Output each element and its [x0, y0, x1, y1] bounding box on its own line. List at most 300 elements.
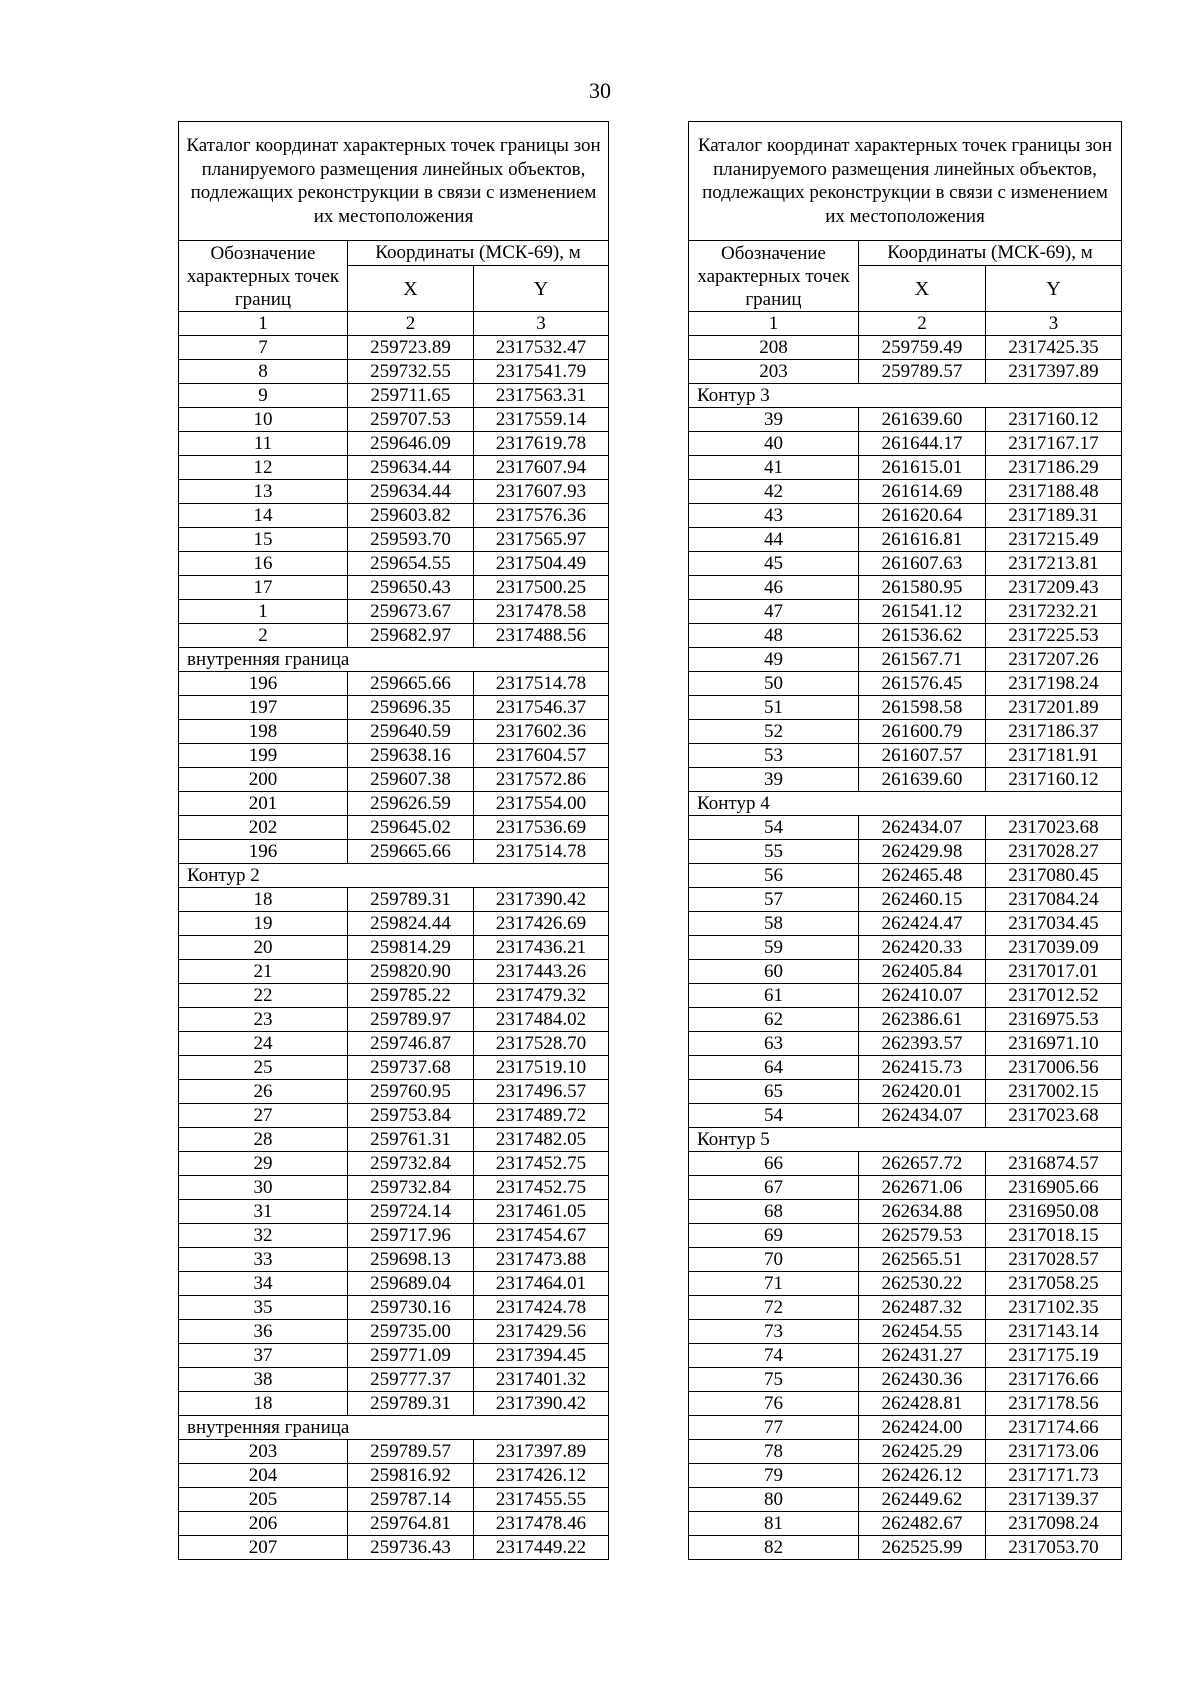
x-coordinate-cell: 261598.58: [859, 696, 986, 720]
y-coordinate-cell: 2317489.72: [474, 1104, 609, 1128]
x-coordinate-cell: 262671.06: [859, 1176, 986, 1200]
y-coordinate-cell: 2317102.35: [986, 1296, 1122, 1320]
table-row: [179, 720, 609, 744]
table-row: [689, 1488, 1122, 1512]
x-coordinate-cell: 261541.12: [859, 600, 986, 624]
x-coordinate-cell: 259723.89: [348, 336, 474, 360]
x-coordinate-cell: 259698.13: [348, 1248, 474, 1272]
column-number: 3: [986, 312, 1122, 336]
x-coordinate-cell: 259824.44: [348, 912, 474, 936]
table-row: [689, 1368, 1122, 1392]
table-row: [179, 1104, 609, 1128]
point-id-cell: 201: [179, 792, 348, 816]
y-coordinate-cell: 2316905.66: [986, 1176, 1122, 1200]
y-coordinate-cell: 2317429.56: [474, 1320, 609, 1344]
section-row: [179, 648, 609, 672]
y-coordinate-cell: 2317394.45: [474, 1344, 609, 1368]
x-coordinate-cell: 259820.90: [348, 960, 474, 984]
table-row: [689, 1056, 1122, 1080]
x-coordinate-cell: 261615.01: [859, 456, 986, 480]
point-id-cell: 16: [179, 552, 348, 576]
point-id-cell: 56: [689, 864, 859, 888]
x-coordinate-cell: 259789.57: [348, 1440, 474, 1464]
table-row: [179, 456, 609, 480]
point-id-cell: 42: [689, 480, 859, 504]
table-row: [179, 888, 609, 912]
point-id-cell: 14: [179, 504, 348, 528]
point-id-cell: 11: [179, 432, 348, 456]
point-id-cell: 18: [179, 888, 348, 912]
point-id-cell: 68: [689, 1200, 859, 1224]
x-coordinate-cell: 261607.63: [859, 552, 986, 576]
point-id-cell: 47: [689, 600, 859, 624]
y-coordinate-cell: 2317602.36: [474, 720, 609, 744]
table-row: [689, 648, 1122, 672]
x-coordinate-cell: 259634.44: [348, 456, 474, 480]
y-coordinate-cell: 2317175.19: [986, 1344, 1122, 1368]
x-coordinate-cell: 259696.35: [348, 696, 474, 720]
table-row: [689, 816, 1122, 840]
y-coordinate-cell: 2317424.78: [474, 1296, 609, 1320]
section-label: внутренняя граница: [179, 648, 609, 672]
x-coordinate-cell: 259735.00: [348, 1320, 474, 1344]
point-id-cell: 66: [689, 1152, 859, 1176]
table-row: [179, 1488, 609, 1512]
y-coordinate-cell: 2317171.73: [986, 1464, 1122, 1488]
y-coordinate-cell: 2317028.27: [986, 840, 1122, 864]
table-row: [689, 1296, 1122, 1320]
point-id-cell: 65: [689, 1080, 859, 1104]
point-id-cell: 17: [179, 576, 348, 600]
section-row: [689, 792, 1122, 816]
x-coordinate-cell: 259626.59: [348, 792, 474, 816]
x-coordinate-cell: 262434.07: [859, 816, 986, 840]
table-row: [179, 792, 609, 816]
x-coordinate-cell: 262465.48: [859, 864, 986, 888]
page-number: 30: [589, 78, 611, 103]
y-coordinate-cell: 2317232.21: [986, 600, 1122, 624]
y-coordinate-cell: 2317053.70: [986, 1536, 1122, 1560]
table-row: [179, 504, 609, 528]
x-coordinate-cell: 259759.49: [859, 336, 986, 360]
point-id-cell: 38: [179, 1368, 348, 1392]
table-row: [689, 528, 1122, 552]
table-row: [179, 1128, 609, 1152]
point-id-cell: 196: [179, 840, 348, 864]
column-number: 1: [179, 312, 348, 336]
point-id-cell: 1: [179, 600, 348, 624]
header-coordinates: Координаты (МСК-69), м: [859, 241, 1122, 266]
point-id-cell: 76: [689, 1392, 859, 1416]
y-coordinate-cell: 2317017.01: [986, 960, 1122, 984]
x-coordinate-cell: 262482.67: [859, 1512, 986, 1536]
x-coordinate-cell: 259711.65: [348, 384, 474, 408]
point-id-cell: 44: [689, 528, 859, 552]
point-id-cell: 39: [689, 408, 859, 432]
point-id-cell: 46: [689, 576, 859, 600]
point-id-cell: 55: [689, 840, 859, 864]
point-id-cell: 7: [179, 336, 348, 360]
point-id-cell: 34: [179, 1272, 348, 1296]
point-id-cell: 8: [179, 360, 348, 384]
y-coordinate-cell: 2317436.21: [474, 936, 609, 960]
point-id-cell: 10: [179, 408, 348, 432]
y-coordinate-cell: 2317181.91: [986, 744, 1122, 768]
header-point-designation: Обозначение характерных точек границ: [179, 241, 348, 312]
y-coordinate-cell: 2317519.10: [474, 1056, 609, 1080]
point-id-cell: 197: [179, 696, 348, 720]
point-id-cell: 9: [179, 384, 348, 408]
header-row: [689, 241, 1122, 266]
point-id-cell: 70: [689, 1248, 859, 1272]
y-coordinate-cell: 2317012.52: [986, 984, 1122, 1008]
y-coordinate-cell: 2317478.58: [474, 600, 609, 624]
y-coordinate-cell: 2317023.68: [986, 816, 1122, 840]
table-row: [689, 360, 1122, 384]
y-coordinate-cell: 2317160.12: [986, 768, 1122, 792]
y-coordinate-cell: 2316975.53: [986, 1008, 1122, 1032]
table-row: [689, 1536, 1122, 1560]
y-coordinate-cell: 2317198.24: [986, 672, 1122, 696]
point-id-cell: 37: [179, 1344, 348, 1368]
table-row: [179, 408, 609, 432]
table-row: [179, 624, 609, 648]
x-coordinate-cell: 262429.98: [859, 840, 986, 864]
y-coordinate-cell: 2317188.48: [986, 480, 1122, 504]
x-coordinate-cell: 259665.66: [348, 672, 474, 696]
column-number-row: [689, 312, 1122, 336]
x-coordinate-cell: 261639.60: [859, 408, 986, 432]
x-coordinate-cell: 262657.72: [859, 1152, 986, 1176]
y-coordinate-cell: 2317390.42: [474, 888, 609, 912]
table-row: [179, 1440, 609, 1464]
x-coordinate-cell: 261620.64: [859, 504, 986, 528]
x-coordinate-cell: 262393.57: [859, 1032, 986, 1056]
point-id-cell: 69: [689, 1224, 859, 1248]
y-coordinate-cell: 2317473.88: [474, 1248, 609, 1272]
section-label: Контур 5: [689, 1128, 1122, 1152]
table-row: [689, 408, 1122, 432]
x-coordinate-cell: 259732.84: [348, 1152, 474, 1176]
table-row: [179, 1080, 609, 1104]
header-x: X: [859, 266, 986, 312]
table-row: [179, 360, 609, 384]
y-coordinate-cell: 2317541.79: [474, 360, 609, 384]
x-coordinate-cell: 261567.71: [859, 648, 986, 672]
point-id-cell: 72: [689, 1296, 859, 1320]
x-coordinate-cell: 259789.31: [348, 1392, 474, 1416]
y-coordinate-cell: 2317504.49: [474, 552, 609, 576]
point-id-cell: 32: [179, 1224, 348, 1248]
point-id-cell: 51: [689, 696, 859, 720]
table-row: [179, 576, 609, 600]
table-row: [179, 1152, 609, 1176]
table-row: [179, 528, 609, 552]
column-number: 2: [859, 312, 986, 336]
x-coordinate-cell: 262530.22: [859, 1272, 986, 1296]
x-coordinate-cell: 259665.66: [348, 840, 474, 864]
point-id-cell: 54: [689, 816, 859, 840]
header-coordinates: Координаты (МСК-69), м: [348, 241, 609, 266]
table-row: [689, 1416, 1122, 1440]
table-row: [689, 1008, 1122, 1032]
point-id-cell: 39: [689, 768, 859, 792]
point-id-cell: 204: [179, 1464, 348, 1488]
table-row: [689, 1104, 1122, 1128]
table-row: [689, 336, 1122, 360]
y-coordinate-cell: 2317482.05: [474, 1128, 609, 1152]
table-caption: Каталог координат характерных точек границы зон планируемого размещения линейных объектов, подлежащих реконструкции в связи с изменением их местоположения: [689, 122, 1122, 241]
table-row: [689, 600, 1122, 624]
point-id-cell: 30: [179, 1176, 348, 1200]
point-id-cell: 73: [689, 1320, 859, 1344]
table-row: [179, 1224, 609, 1248]
y-coordinate-cell: 2317572.86: [474, 768, 609, 792]
point-id-cell: 40: [689, 432, 859, 456]
y-coordinate-cell: 2317604.57: [474, 744, 609, 768]
y-coordinate-cell: 2317514.78: [474, 840, 609, 864]
table-row: [179, 912, 609, 936]
y-coordinate-cell: 2317167.17: [986, 432, 1122, 456]
point-id-cell: 20: [179, 936, 348, 960]
column-number-row: [179, 312, 609, 336]
point-id-cell: 27: [179, 1104, 348, 1128]
point-id-cell: 71: [689, 1272, 859, 1296]
point-id-cell: 203: [689, 360, 859, 384]
table-row: [179, 432, 609, 456]
point-id-cell: 35: [179, 1296, 348, 1320]
point-id-cell: 208: [689, 336, 859, 360]
x-coordinate-cell: 259640.59: [348, 720, 474, 744]
table-row: [689, 456, 1122, 480]
x-coordinate-cell: 259638.16: [348, 744, 474, 768]
y-coordinate-cell: 2317565.97: [474, 528, 609, 552]
x-coordinate-cell: 262424.00: [859, 1416, 986, 1440]
x-coordinate-cell: 262410.07: [859, 984, 986, 1008]
y-coordinate-cell: 2317452.75: [474, 1152, 609, 1176]
table-row: [689, 624, 1122, 648]
table-row: [689, 984, 1122, 1008]
y-coordinate-cell: 2316971.10: [986, 1032, 1122, 1056]
point-id-cell: 199: [179, 744, 348, 768]
x-coordinate-cell: 259785.22: [348, 984, 474, 1008]
point-id-cell: 74: [689, 1344, 859, 1368]
table-row: [689, 840, 1122, 864]
y-coordinate-cell: 2317006.56: [986, 1056, 1122, 1080]
section-row: [179, 864, 609, 888]
x-coordinate-cell: 262420.33: [859, 936, 986, 960]
table-row: [689, 1392, 1122, 1416]
point-id-cell: 29: [179, 1152, 348, 1176]
table-row: [179, 600, 609, 624]
y-coordinate-cell: 2317479.32: [474, 984, 609, 1008]
x-coordinate-cell: 261616.81: [859, 528, 986, 552]
table-row: [179, 1032, 609, 1056]
x-coordinate-cell: 262460.15: [859, 888, 986, 912]
point-id-cell: 62: [689, 1008, 859, 1032]
table-row: [689, 1272, 1122, 1296]
x-coordinate-cell: 262431.27: [859, 1344, 986, 1368]
point-id-cell: 52: [689, 720, 859, 744]
table-row: [689, 1080, 1122, 1104]
point-id-cell: 198: [179, 720, 348, 744]
x-coordinate-cell: 259650.43: [348, 576, 474, 600]
point-id-cell: 54: [689, 1104, 859, 1128]
point-id-cell: 12: [179, 456, 348, 480]
x-coordinate-cell: 259761.31: [348, 1128, 474, 1152]
x-coordinate-cell: 262420.01: [859, 1080, 986, 1104]
table-row: [179, 816, 609, 840]
table-row: [689, 744, 1122, 768]
table-caption: Каталог координат характерных точек границы зон планируемого размещения линейных объектов, подлежащих реконструкции в связи с изменением их местоположения: [179, 122, 609, 241]
x-coordinate-cell: 261614.69: [859, 480, 986, 504]
y-coordinate-cell: 2317496.57: [474, 1080, 609, 1104]
x-coordinate-cell: 259717.96: [348, 1224, 474, 1248]
x-coordinate-cell: 259689.04: [348, 1272, 474, 1296]
header-y: Y: [986, 266, 1122, 312]
table-row: [689, 720, 1122, 744]
point-id-cell: 81: [689, 1512, 859, 1536]
y-coordinate-cell: 2317528.70: [474, 1032, 609, 1056]
y-coordinate-cell: 2317225.53: [986, 624, 1122, 648]
column-number: 3: [474, 312, 609, 336]
x-coordinate-cell: 259654.55: [348, 552, 474, 576]
header-point-designation: Обозначение характерных точек границ: [689, 241, 859, 312]
table-row: [179, 480, 609, 504]
point-id-cell: 43: [689, 504, 859, 528]
table-row: [689, 504, 1122, 528]
y-coordinate-cell: 2317500.25: [474, 576, 609, 600]
x-coordinate-cell: 259737.68: [348, 1056, 474, 1080]
point-id-cell: 2: [179, 624, 348, 648]
point-id-cell: 206: [179, 1512, 348, 1536]
x-coordinate-cell: 261607.57: [859, 744, 986, 768]
point-id-cell: 196: [179, 672, 348, 696]
point-id-cell: 24: [179, 1032, 348, 1056]
y-coordinate-cell: 2317449.22: [474, 1536, 609, 1560]
x-coordinate-cell: 259730.16: [348, 1296, 474, 1320]
point-id-cell: 67: [689, 1176, 859, 1200]
table-row: [179, 1296, 609, 1320]
table-row: [689, 1320, 1122, 1344]
y-coordinate-cell: 2317173.06: [986, 1440, 1122, 1464]
table-row: [689, 696, 1122, 720]
x-coordinate-cell: 262405.84: [859, 960, 986, 984]
point-id-cell: 78: [689, 1440, 859, 1464]
table-row: [179, 984, 609, 1008]
point-id-cell: 18: [179, 1392, 348, 1416]
table-row: [179, 1200, 609, 1224]
point-id-cell: 23: [179, 1008, 348, 1032]
y-coordinate-cell: 2317425.35: [986, 336, 1122, 360]
x-coordinate-cell: 259764.81: [348, 1512, 474, 1536]
column-number: 2: [348, 312, 474, 336]
y-coordinate-cell: 2317452.75: [474, 1176, 609, 1200]
y-coordinate-cell: 2317034.45: [986, 912, 1122, 936]
point-id-cell: 48: [689, 624, 859, 648]
y-coordinate-cell: 2317039.09: [986, 936, 1122, 960]
y-coordinate-cell: 2317554.00: [474, 792, 609, 816]
point-id-cell: 19: [179, 912, 348, 936]
table-row: [179, 672, 609, 696]
point-id-cell: 53: [689, 744, 859, 768]
section-label: Контур 3: [689, 384, 1122, 408]
y-coordinate-cell: 2316950.08: [986, 1200, 1122, 1224]
y-coordinate-cell: 2317401.32: [474, 1368, 609, 1392]
table-row: [179, 960, 609, 984]
table-row: [689, 672, 1122, 696]
x-coordinate-cell: 262425.29: [859, 1440, 986, 1464]
x-coordinate-cell: 259603.82: [348, 504, 474, 528]
x-coordinate-cell: 262428.81: [859, 1392, 986, 1416]
point-id-cell: 77: [689, 1416, 859, 1440]
section-label: Контур 2: [179, 864, 609, 888]
table-row: [179, 1536, 609, 1560]
x-coordinate-cell: 259771.09: [348, 1344, 474, 1368]
y-coordinate-cell: 2317080.45: [986, 864, 1122, 888]
table-row: [179, 768, 609, 792]
table-row: [179, 1176, 609, 1200]
x-coordinate-cell: 259724.14: [348, 1200, 474, 1224]
x-coordinate-cell: 261639.60: [859, 768, 986, 792]
table-row: [689, 1344, 1122, 1368]
table-row: [179, 1272, 609, 1296]
y-coordinate-cell: 2316874.57: [986, 1152, 1122, 1176]
point-id-cell: 49: [689, 648, 859, 672]
point-id-cell: 13: [179, 480, 348, 504]
x-coordinate-cell: 259814.29: [348, 936, 474, 960]
y-coordinate-cell: 2317607.93: [474, 480, 609, 504]
table-row: [179, 840, 609, 864]
table-row: [689, 888, 1122, 912]
header-row: [179, 241, 609, 266]
table-row: [689, 1464, 1122, 1488]
table-row: [689, 1152, 1122, 1176]
table-row: [179, 1008, 609, 1032]
point-id-cell: 50: [689, 672, 859, 696]
x-coordinate-cell: 261644.17: [859, 432, 986, 456]
table-row: [689, 1512, 1122, 1536]
table-row: [689, 432, 1122, 456]
table-row: [179, 744, 609, 768]
x-coordinate-cell: 262386.61: [859, 1008, 986, 1032]
y-coordinate-cell: 2317619.78: [474, 432, 609, 456]
y-coordinate-cell: 2317397.89: [986, 360, 1122, 384]
y-coordinate-cell: 2317189.31: [986, 504, 1122, 528]
x-coordinate-cell: 262487.32: [859, 1296, 986, 1320]
table-row: [179, 1512, 609, 1536]
y-coordinate-cell: 2317084.24: [986, 888, 1122, 912]
table-row: [689, 576, 1122, 600]
point-id-cell: 80: [689, 1488, 859, 1512]
y-coordinate-cell: 2317139.37: [986, 1488, 1122, 1512]
table-row: [689, 1200, 1122, 1224]
x-coordinate-cell: 259707.53: [348, 408, 474, 432]
table-row: [689, 912, 1122, 936]
x-coordinate-cell: 261536.62: [859, 624, 986, 648]
y-coordinate-cell: 2317390.42: [474, 1392, 609, 1416]
y-coordinate-cell: 2317201.89: [986, 696, 1122, 720]
x-coordinate-cell: 259673.67: [348, 600, 474, 624]
table-row: [179, 384, 609, 408]
point-id-cell: 61: [689, 984, 859, 1008]
x-coordinate-cell: 259593.70: [348, 528, 474, 552]
y-coordinate-cell: 2317559.14: [474, 408, 609, 432]
y-coordinate-cell: 2317484.02: [474, 1008, 609, 1032]
coordinate-table-right: [688, 121, 1122, 1560]
x-coordinate-cell: 262454.55: [859, 1320, 986, 1344]
section-row: [179, 1416, 609, 1440]
